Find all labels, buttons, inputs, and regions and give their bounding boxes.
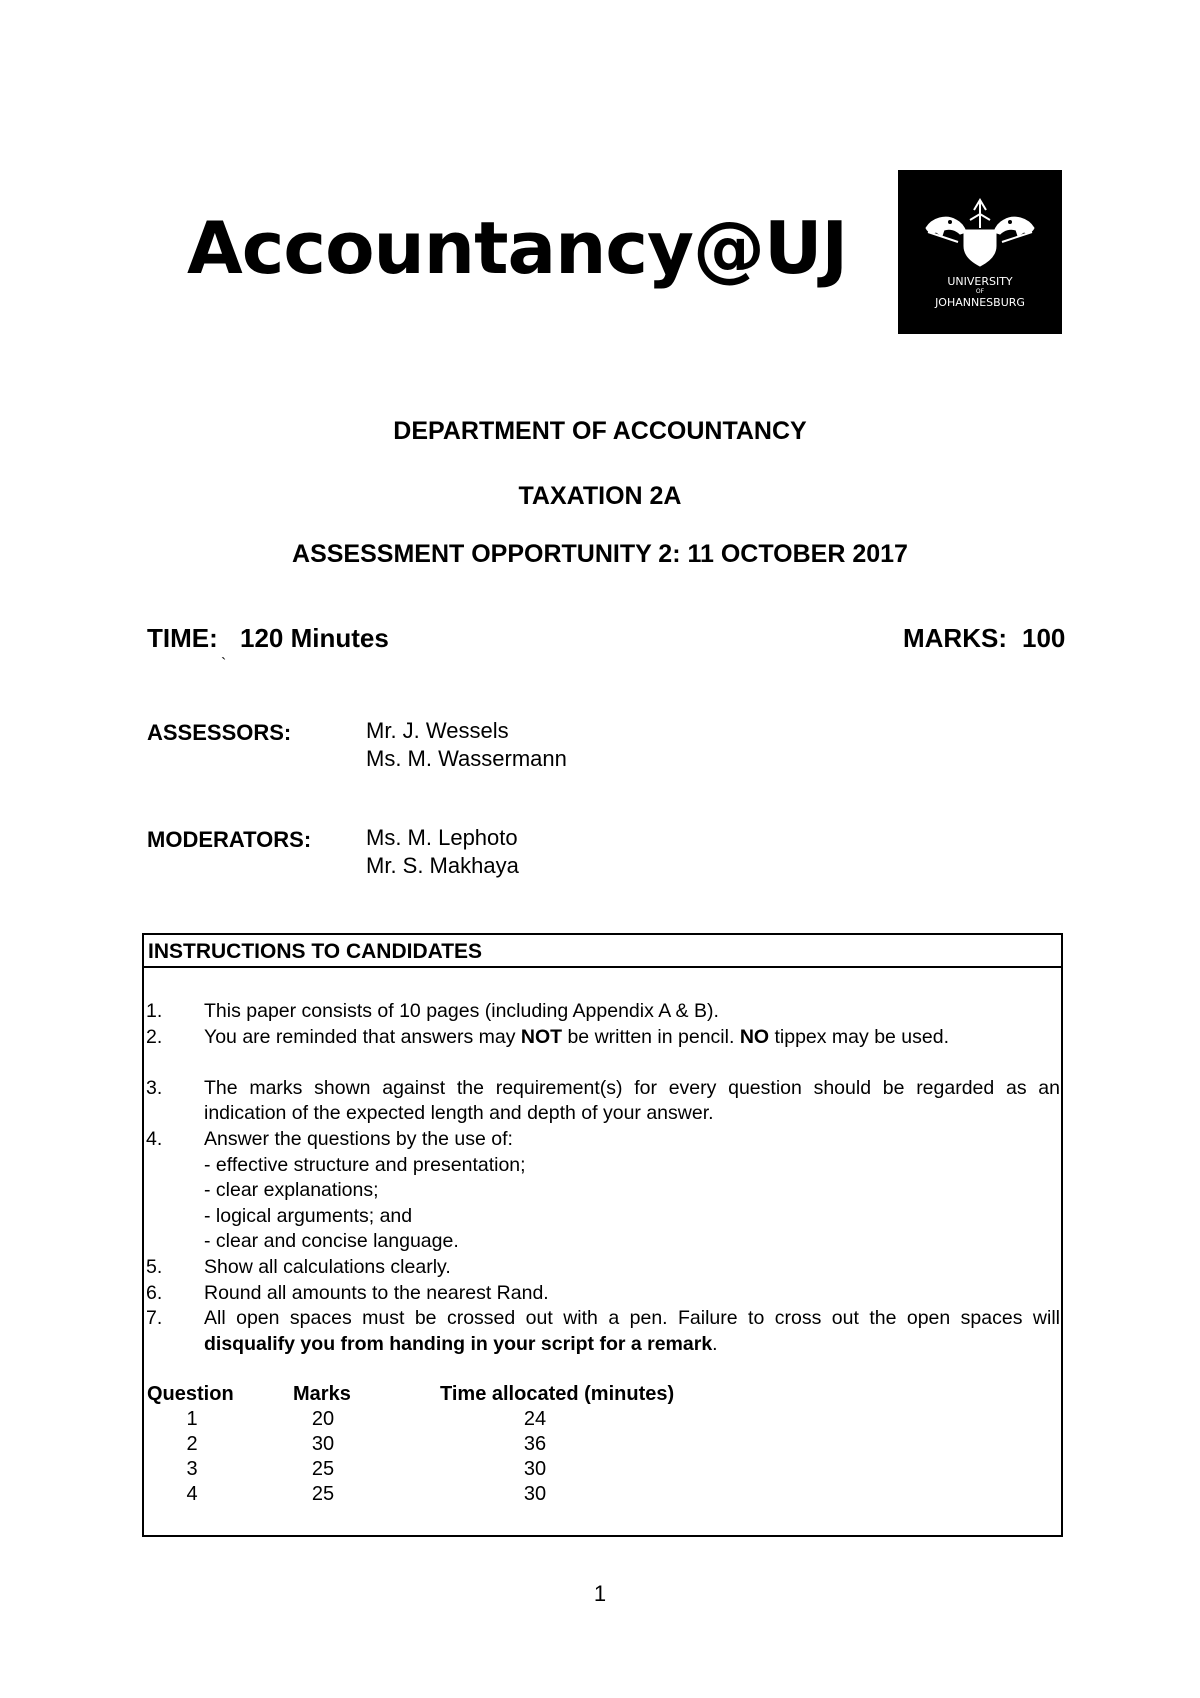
- assessor-name: Mr. J. Wessels: [366, 718, 509, 743]
- instruction-number: 5.: [146, 1256, 163, 1278]
- course-title: TAXATION 2A: [518, 482, 682, 510]
- moderator-name: Ms. M. Lephoto: [366, 825, 518, 850]
- instruction-number: 7.: [146, 1307, 163, 1330]
- table-header-question: Question: [147, 1383, 234, 1405]
- instruction-number: 4.: [146, 1128, 163, 1150]
- marks-label: MARKS:: [903, 623, 1007, 653]
- instruction-text: The marks shown against the requirement(s) for every question should be regarded as an indication of the expected length and depth of your answer.: [204, 1076, 1060, 1125]
- instruction-subitem: - logical arguments; and: [204, 1204, 413, 1227]
- instruction-subitem: - clear and concise language.: [204, 1230, 459, 1253]
- table-header-marks: Marks: [293, 1383, 351, 1405]
- table-cell: 1: [186, 1408, 198, 1430]
- crest-icon: [898, 170, 1062, 334]
- assessment-title: ASSESSMENT OPPORTUNITY 2: 11 OCTOBER 2017: [292, 540, 908, 568]
- instruction-text: Answer the questions by the use of:: [204, 1128, 513, 1150]
- table-cell: 25: [311, 1483, 335, 1505]
- instruction-text: You are reminded that answers may NOT be written in pencil. NO tippex may be used.: [204, 1025, 949, 1048]
- stray-mark: `: [221, 656, 227, 673]
- brand-wordmark: Accountancy@UJ: [187, 206, 848, 290]
- table-cell: 4: [186, 1483, 198, 1505]
- instruction-number: 6.: [146, 1281, 163, 1304]
- logo-text-of: OF: [975, 288, 985, 295]
- instruction-text: All open spaces must be crossed out with a pen. Failure to cross out the open spaces will disqualify you from handing in your script for a remark.: [204, 1307, 1060, 1355]
- instruction-subitem: - clear explanations;: [204, 1179, 379, 1202]
- logo-text-johannesburg: JOHANNESBURG: [935, 296, 1025, 309]
- moderators-label: MODERATORS:: [147, 827, 312, 852]
- assessor-name: Ms. M. Wassermann: [366, 746, 567, 771]
- table-cell: 3: [186, 1458, 198, 1480]
- instruction-number: 2.: [146, 1025, 163, 1048]
- table-cell: 24: [523, 1408, 547, 1430]
- table-cell: 2: [186, 1433, 198, 1455]
- instruction-number: 3.: [146, 1076, 163, 1099]
- page-number: 1: [593, 1581, 607, 1606]
- instruction-subitem: - effective structure and presentation;: [204, 1153, 526, 1176]
- time-label: TIME:: [147, 623, 218, 653]
- table-cell: 30: [523, 1483, 547, 1505]
- instruction-text: This paper consists of 10 pages (including Appendix A & B).: [204, 1000, 719, 1022]
- table-cell: 25: [311, 1458, 335, 1480]
- instructions-heading: INSTRUCTIONS TO CANDIDATES: [142, 933, 1063, 968]
- table-header-time: Time allocated (minutes): [440, 1383, 675, 1405]
- table-cell: 30: [523, 1458, 547, 1480]
- table-cell: 36: [523, 1433, 547, 1455]
- table-cell: 20: [311, 1408, 335, 1430]
- instruction-text: Round all amounts to the nearest Rand.: [204, 1281, 549, 1304]
- marks-value: 100: [1022, 623, 1066, 653]
- university-logo: [898, 170, 1062, 334]
- assessors-label: ASSESSORS:: [147, 720, 292, 745]
- time-value: 120 Minutes: [240, 623, 389, 653]
- instruction-text: Show all calculations clearly.: [204, 1256, 451, 1278]
- logo-text-university: UNIVERSITY: [947, 275, 1013, 288]
- table-cell: 30: [311, 1433, 335, 1455]
- department-title: DEPARTMENT OF ACCOUNTANCY: [393, 417, 807, 445]
- instruction-number: 1.: [146, 1000, 163, 1022]
- moderator-name: Mr. S. Makhaya: [366, 853, 519, 878]
